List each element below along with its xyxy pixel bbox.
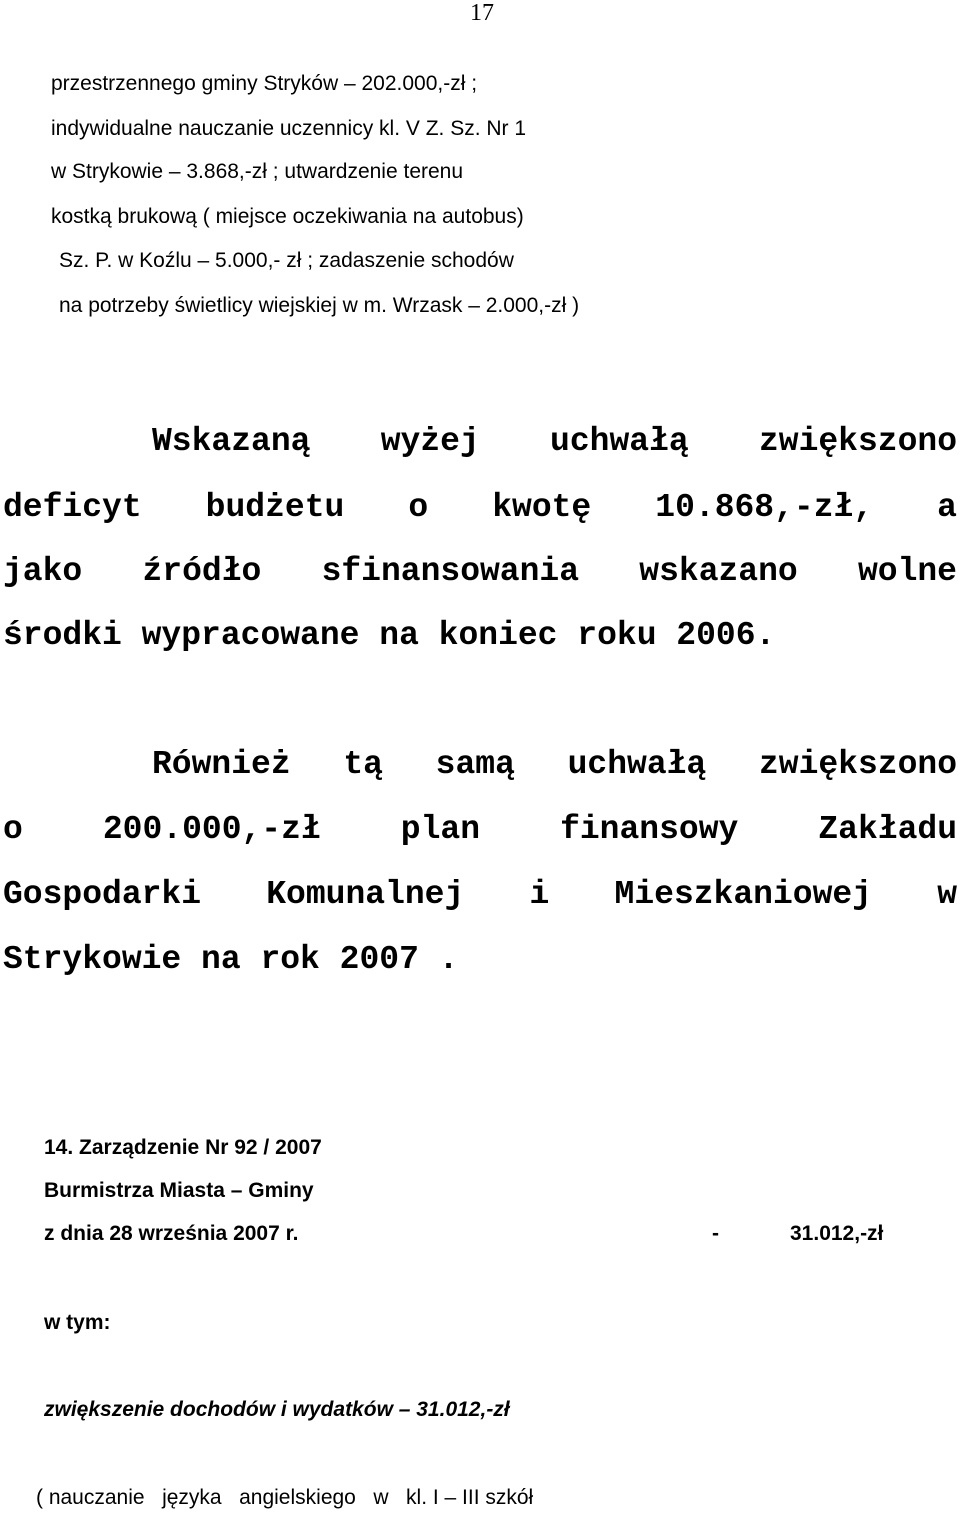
intro-line: w Strykowie – 3.868,-zł ; utwardzenie terenu [51, 160, 464, 183]
item14-issuer: Burmistrza Miasta – Gminy [44, 1179, 314, 1202]
item14-dash: - [712, 1222, 719, 1245]
paragraph1-line-3: jako źródło sfinansowania wskazano wolne [3, 553, 957, 590]
paragraph2-line-4: Strykowie na rok 2007 . [3, 941, 459, 978]
intro-line: kostką brukową ( miejsce oczekiwania na autobus) [51, 205, 524, 228]
intro-line: Sz. P. w Koźlu – 5.000,- zł ; zadaszenie schodów [59, 249, 514, 272]
item14-amount: 31.012,-zł [790, 1222, 884, 1245]
intro-line: indywidualne nauczanie uczennicy kl. V Z. Sz. Nr 1 [51, 117, 527, 140]
intro-line: przestrzennego gminy Stryków – 202.000,-zł ; [51, 72, 478, 95]
paragraph2-line-3: Gospodarki Komunalnej i Mieszkaniowej w [3, 876, 957, 913]
page-number: 17 [470, 0, 494, 26]
item14-title: 14. Zarządzenie Nr 92 / 2007 [44, 1136, 322, 1159]
paragraph2-line-2: o 200.000,-zł plan finansowy Zakładu [3, 811, 957, 848]
intro-line: na potrzeby świetlicy wiejskiej w m. Wrzask – 2.000,-zł ) [59, 294, 580, 317]
item14-date: z dnia 28 września 2007 r. [44, 1222, 299, 1245]
paragraph1-line-4: środki wypracowane na koniec roku 2006. [3, 617, 776, 654]
item14-increase: zwiększenie dochodów i wydatków – 31.012,-zł [44, 1398, 510, 1421]
item14-note: ( nauczanie języka angielskiego w kl. I – III szkół [36, 1486, 534, 1509]
paragraph2-line-1: Również tą samą uchwałą zwiększono [152, 746, 957, 783]
paragraph1-line-2: deficyt budżetu o kwotę 10.868,-zł, a [3, 489, 957, 526]
paragraph1-line-1: Wskazaną wyżej uchwałą zwiększono [152, 423, 957, 460]
item14-w-tym: w tym: [44, 1311, 111, 1334]
